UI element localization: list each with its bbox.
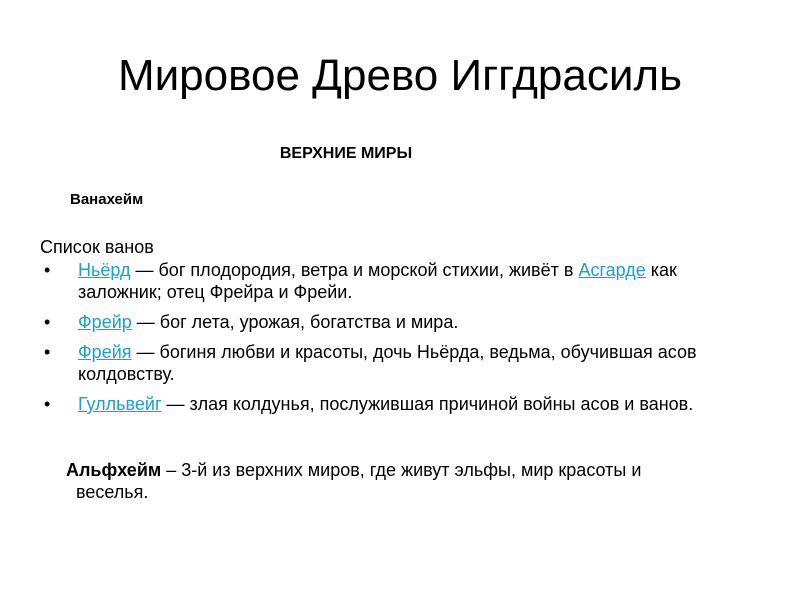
- list-item-freyr: [40, 311, 760, 333]
- bullet-icon: •: [44, 342, 51, 362]
- subsection-heading-vanaheim: Ванахейм: [70, 191, 144, 208]
- closing-paragraph-alfheim: [66, 459, 716, 503]
- link-freyr[interactable]: Фрейр: [78, 312, 132, 332]
- list-caption: Список ванов: [40, 237, 154, 257]
- list-item-gullveig: [40, 393, 760, 415]
- list-item-text: — богиня любви и красоты, дочь Ньёрда, ведьма, обучившая асов колдовству.: [78, 342, 697, 384]
- bullet-icon: •: [44, 260, 51, 280]
- link-freyja[interactable]: Фрейя: [78, 342, 132, 362]
- link-njord[interactable]: Ньёрд: [78, 260, 131, 280]
- link-asgard[interactable]: Асгарде: [578, 260, 646, 280]
- list-item-text: — злая колдунья, послужившая причиной войны асов и ванов.: [161, 394, 694, 414]
- list-item-text: — бог лета, урожая, богатства и мира.: [131, 312, 459, 332]
- list-item-njord: [40, 259, 760, 303]
- list-item-text: как заложник; отец Фрейра и Фрейи.: [78, 260, 677, 302]
- vanir-list: [40, 259, 760, 423]
- section-heading-upper-worlds: ВЕРХНИЕ МИРЫ: [279, 145, 413, 162]
- list-item-freyja: [40, 341, 760, 385]
- bullet-icon: •: [44, 312, 51, 332]
- slide-title: Мировое Древо Иггдрасиль: [117, 51, 683, 100]
- bullet-icon: •: [44, 394, 51, 414]
- closing-text: – 3-й из верхних миров, где живут эльфы, мир красоты и веселья.: [76, 460, 642, 502]
- closing-term: Альфхейм: [66, 460, 162, 480]
- list-item-text: — бог плодородия, ветра и морской стихии, живёт в: [130, 260, 579, 280]
- link-gullveig[interactable]: Гулльвейг: [78, 394, 162, 414]
